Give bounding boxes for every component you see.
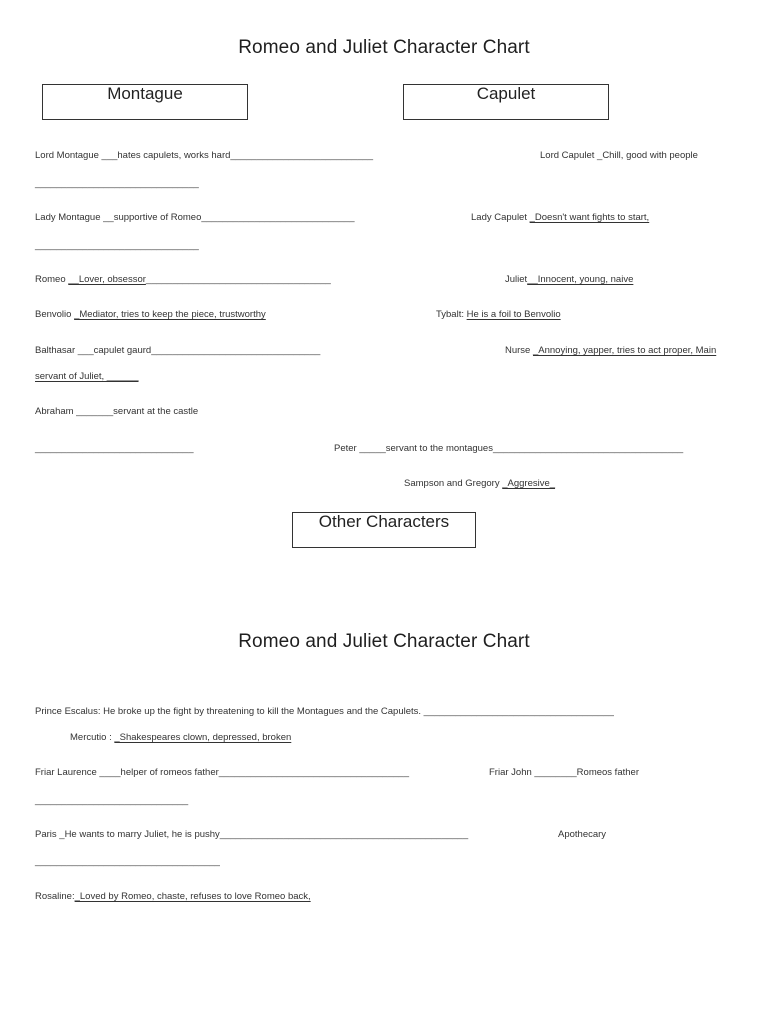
friar-laurence-continuation: _____________________________ <box>35 795 189 806</box>
lord-montague-continuation: _______________________________ <box>35 178 199 189</box>
sampson-gregory-answer: _Aggresive_ <box>502 478 556 489</box>
mercutio-label: Mercutio : <box>70 732 115 743</box>
lady-montague-continuation: _______________________________ <box>35 240 199 251</box>
rosaline-answer: _Loved by Romeo, chaste, refuses to love Romeo back, <box>74 891 311 902</box>
page-title: Romeo and Juliet Character Chart <box>238 37 530 58</box>
balthasar-entry: Balthasar ___capulet gaurd________________________________ <box>35 345 321 356</box>
friar-john-entry: Friar John ________Romeos father <box>489 767 639 778</box>
romeo-blank: ___________________________________ <box>145 274 331 285</box>
romeo-entry <box>35 274 331 286</box>
mercutio-entry <box>70 732 291 744</box>
rosaline-entry <box>35 891 311 903</box>
juliet-entry <box>505 274 633 286</box>
capulet-box <box>403 84 609 120</box>
prince-escalus-entry: Prince Escalus: He broke up the fight by threatening to kill the Montagues and the Capulets. ____________________________________ <box>35 706 614 717</box>
montague-box <box>42 84 248 120</box>
juliet-label: Juliet <box>505 274 528 285</box>
romeo-answer: __Lover, obsessor <box>68 274 146 285</box>
tybalt-label: Tybalt: <box>436 309 467 320</box>
mercutio-answer: _Shakespeares clown, depressed, broken <box>114 732 292 743</box>
benvolio-entry <box>35 309 266 321</box>
benvolio-label: Benvolio <box>35 309 75 320</box>
rosaline-label: Rosaline: <box>35 891 75 902</box>
lady-montague-entry: Lady Montague __supportive of Romeo_____________________________ <box>35 212 355 223</box>
lady-capulet-entry <box>471 212 649 224</box>
nurse-entry <box>505 345 716 357</box>
tybalt-entry <box>436 309 561 321</box>
lady-capulet-label: Lady Capulet <box>471 212 530 223</box>
benvolio-answer: _Mediator, tries to keep the piece, trustworthy <box>74 309 266 320</box>
juliet-answer: __Innocent, young, naive <box>527 274 634 285</box>
abraham-continuation: ______________________________ <box>35 443 194 454</box>
tybalt-answer: He is a foil to Benvolio <box>466 309 561 320</box>
abraham-entry: Abraham _______servant at the castle <box>35 406 199 417</box>
peter-entry: Peter _____servant to the montagues____________________________________ <box>334 443 684 454</box>
paris-entry: Paris _He wants to marry Juliet, he is pushy_______________________________________________ <box>35 829 469 840</box>
nurse-continuation: servant of Juliet, ______ <box>35 371 139 382</box>
other-characters-heading: Other Characters <box>318 512 450 531</box>
montague-heading: Montague <box>107 84 183 103</box>
nurse-answer: _Annoying, yapper, tries to act proper, Main <box>532 345 717 356</box>
lord-montague-entry: Lord Montague ___hates capulets, works hard___________________________ <box>35 150 374 161</box>
sampson-gregory-label: Sampson and Gregory <box>404 478 503 489</box>
lord-capulet-entry: Lord Capulet _Chill, good with people <box>540 150 698 161</box>
friar-laurence-entry: Friar Laurence ____helper of romeos father____________________________________ <box>35 767 409 778</box>
romeo-label: Romeo <box>35 274 69 285</box>
lady-capulet-answer: _Doesn't want fights to start, <box>529 212 650 223</box>
paris-continuation: ___________________________________ <box>35 856 220 867</box>
capulet-heading: Capulet <box>476 84 536 103</box>
other-characters-box <box>292 512 476 548</box>
sampson-gregory-entry <box>404 478 555 490</box>
apothecary-entry: Apothecary <box>558 829 607 840</box>
nurse-label: Nurse <box>505 345 533 356</box>
page-title-2: Romeo and Juliet Character Chart <box>238 631 530 652</box>
